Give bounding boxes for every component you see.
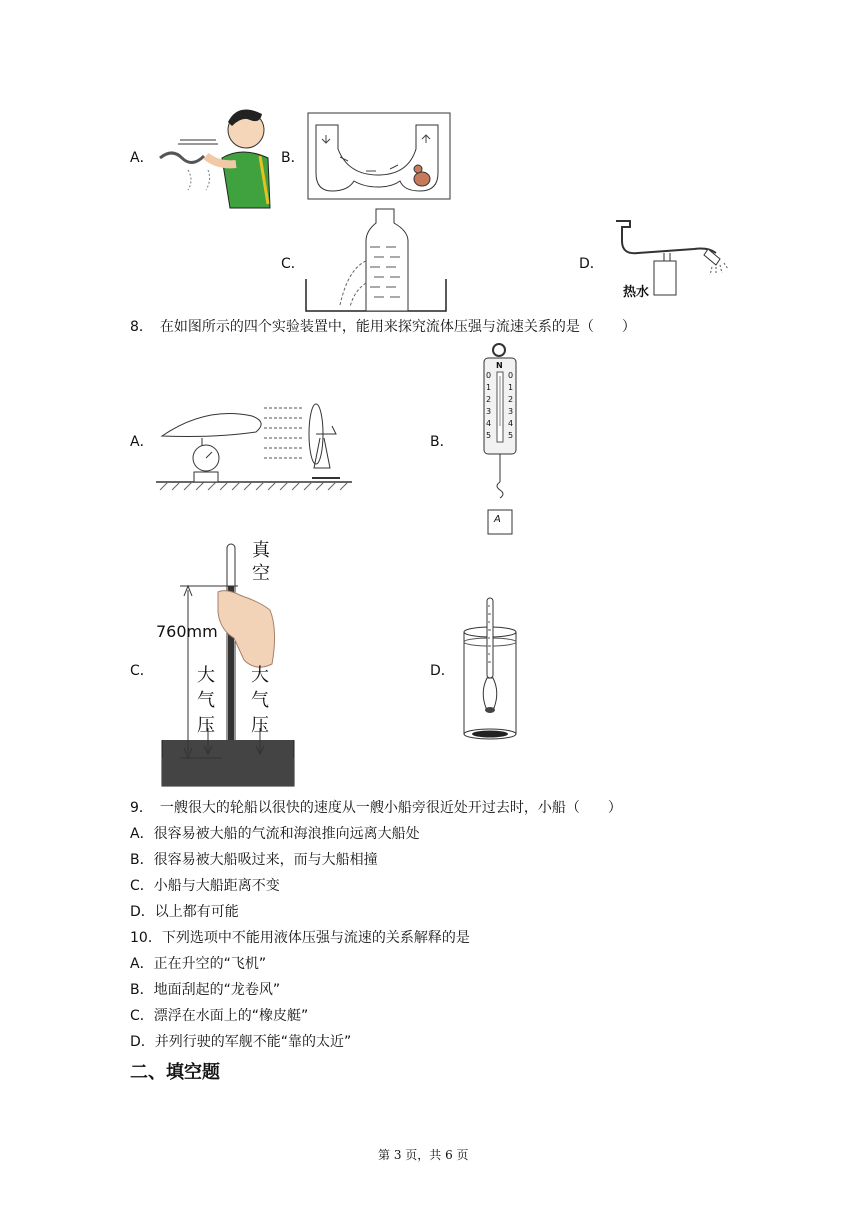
- hydrometer-cylinder-figure: [458, 596, 522, 746]
- spring-scale-right-ticks: [508, 370, 516, 442]
- q7-option-b-label: B．: [281, 150, 305, 166]
- scale-tick: 3: [486, 407, 492, 416]
- q10-option-d: D．并列行驶的军舰不能“靠的太近”: [130, 1034, 352, 1050]
- q8-option-b-label: B．: [430, 434, 454, 450]
- bottle-water-jet-figure: [304, 207, 448, 313]
- q9-option-d: D．以上都有可能: [130, 904, 239, 920]
- q10-option-b: B．地面刮起的“龙卷风”: [130, 982, 281, 998]
- boy-blowing-paper-figure: [158, 100, 278, 212]
- scale-tick: 1: [486, 383, 492, 392]
- scale-tick: 0: [486, 371, 492, 380]
- q8-option-d-label: D．: [430, 663, 455, 679]
- scale-tick: 4: [486, 419, 492, 428]
- q10-option-a: A．正在升空的“飞机”: [130, 956, 267, 972]
- q8-stem: 8． 在如图所示的四个实验装置中，能用来探究流体压强与流速关系的是（ ）: [130, 319, 636, 335]
- q9-option-c: C．小船与大船距离不变: [130, 878, 280, 894]
- scale-tick: 2: [508, 395, 514, 404]
- q9-option-a: A．很容易被大船的气流和海浪推向远离大船处: [130, 826, 420, 842]
- q7-option-d-label: D．: [579, 256, 604, 272]
- scale-tick: 2: [486, 395, 492, 404]
- q9-stem: 9． 一艘很大的轮船以很快的速度从一艘小船旁很近处开过去时，小船（ ）: [130, 800, 622, 816]
- scale-tick: 4: [508, 419, 514, 428]
- scale-tick: 3: [508, 407, 514, 416]
- scale-tick: 5: [486, 431, 492, 440]
- wing-model-fan-figure: [156, 398, 352, 490]
- height-760mm-label: 760mm: [156, 622, 218, 641]
- section-heading: 二、填空题: [130, 1062, 220, 1083]
- vacuum-label-2: 空: [252, 563, 270, 584]
- atm-char: 气: [251, 690, 269, 711]
- vacuum-label-1: 真: [252, 540, 270, 561]
- atm-char: 气: [197, 690, 215, 711]
- page-footer: 第 3 页，共 6 页: [378, 1148, 469, 1162]
- q9-option-b: B．很容易被大船吸过来，而与大船相撞: [130, 852, 378, 868]
- scale-tick: 5: [508, 431, 514, 440]
- q7-option-a-label: A．: [130, 150, 154, 166]
- spring-scale-left-ticks: [486, 370, 494, 442]
- burrow-airflow-figure: [308, 113, 450, 199]
- q8-option-a-label: A．: [130, 434, 154, 450]
- q8-option-c-label: C．: [130, 663, 154, 679]
- weight-label: A: [494, 514, 501, 525]
- atm-pressure-left: [197, 663, 217, 738]
- spring-scale-figure: [478, 342, 524, 538]
- torricelli-experiment-figure: [160, 540, 296, 788]
- atm-char: 大: [197, 665, 215, 686]
- atm-pressure-right: [251, 663, 271, 738]
- atm-char: 大: [251, 665, 269, 686]
- q10-stem: 10．下列选项中不能用液体压强与流速的关系解释的是: [130, 930, 470, 946]
- scale-tick: 0: [508, 371, 514, 380]
- scale-tick: 1: [508, 383, 514, 392]
- hot-water-label: 热水: [623, 285, 650, 300]
- atm-char: 压: [251, 715, 269, 736]
- q10-option-c: C．漂浮在水面上的“橡皮艇”: [130, 1008, 309, 1024]
- atm-char: 压: [197, 715, 215, 736]
- q7-option-c-label: C．: [281, 256, 305, 272]
- spring-scale-unit: N: [496, 361, 503, 370]
